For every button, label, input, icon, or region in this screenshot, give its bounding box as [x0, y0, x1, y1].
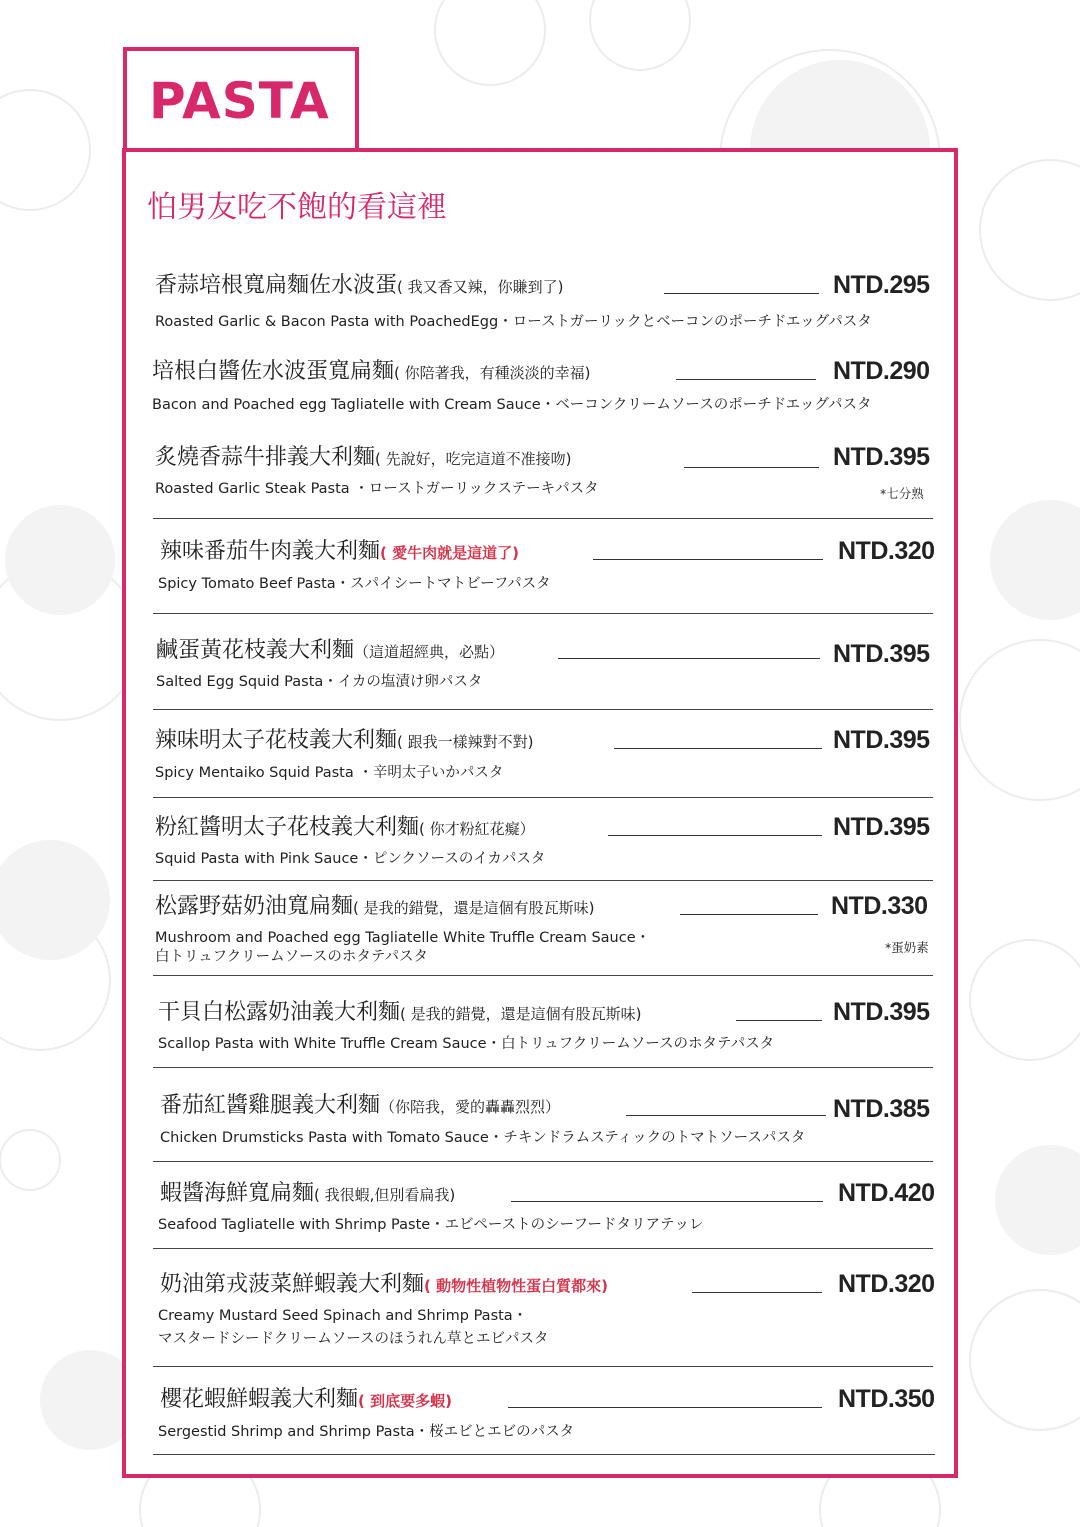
menu-item	[0, 893, 1080, 983]
item-description: Salted Egg Squid Pasta・イカの塩漬け卵パスタ	[156, 674, 483, 690]
item-description: Squid Pasta with Pink Sauce・ピンクソースのイカパスタ	[155, 851, 546, 867]
item-name: 粉紅醬明太子花枝義大利麵	[155, 815, 420, 840]
item-note: （你陪我，愛的轟轟烈烈）	[380, 1098, 561, 1116]
item-name: 干貝白松露奶油義大利麵	[158, 1000, 401, 1025]
item-divider	[153, 1161, 933, 1162]
item-divider	[153, 1248, 933, 1249]
item-note: ( 我很蝦,但別看扁我)	[314, 1186, 456, 1204]
item-description: Mushroom and Poached egg Tagliatelle White Truffle Cream Sauce・	[155, 930, 651, 946]
item-description: Chicken Drumsticks Pasta with Tomato Sauce・チキンドラムスティックのトマトソースパスタ	[160, 1130, 806, 1146]
item-description: Sergestid Shrimp and Shrimp Pasta・桜エビとエビのパスタ	[158, 1424, 575, 1440]
item-name: 培根白醬佐水波蛋寬扁麵	[152, 359, 395, 384]
menu-item	[0, 637, 1080, 727]
item-description: Seafood Tagliatelle with Shrimp Paste・エビペーストのシーフードタリアテッレ	[158, 1217, 704, 1233]
item-price: NTD.290	[833, 357, 930, 385]
leader-line	[680, 914, 818, 915]
item-tag: *蛋奶素	[885, 940, 929, 955]
item-note: ( 動物性植物性蛋白質都來)	[424, 1277, 608, 1295]
item-divider	[153, 797, 933, 798]
leader-line	[664, 293, 819, 294]
item-note: ( 是我的錯覺，還是這個有股瓦斯味)	[353, 899, 595, 917]
leader-line	[676, 379, 816, 380]
item-name: 鹹蛋黃花枝義大利麵	[156, 638, 355, 663]
leader-line	[511, 1201, 823, 1202]
item-description: Roasted Garlic & Bacon Pasta with PoachedEgg・ローストガーリックとベーコンのポーチドエッグパスタ	[155, 314, 872, 330]
item-price: NTD.350	[838, 1385, 935, 1413]
menu-item	[0, 1092, 1080, 1182]
item-description: Bacon and Poached egg Tagliatelle with Cream Sauce・ベーコンクリームソースのポーチドエッグパスタ	[152, 397, 872, 413]
leader-line	[736, 1020, 822, 1021]
leader-line	[626, 1115, 826, 1116]
menu-item	[0, 727, 1080, 817]
item-note: ( 跟我一樣辣對不對)	[397, 733, 534, 751]
leader-line	[684, 467, 819, 468]
item-name: 辣味番茄牛肉義大利麵	[160, 539, 381, 564]
leader-line	[692, 1292, 822, 1293]
item-divider	[153, 1067, 933, 1068]
item-divider	[153, 613, 933, 614]
menu-item	[0, 444, 1080, 534]
item-name: 蝦醬海鮮寬扁麵	[160, 1181, 315, 1206]
item-divider	[153, 709, 933, 710]
item-description: Spicy Tomato Beef Pasta・スパイシートマトビーフパスタ	[158, 576, 551, 592]
item-price: NTD.420	[838, 1179, 935, 1207]
item-description: Roasted Garlic Steak Pasta ・ローストガーリックステーキパスタ	[155, 481, 599, 497]
menu-item	[0, 1271, 1080, 1361]
menu-item	[0, 358, 1080, 448]
title-tab	[123, 47, 359, 148]
leader-line	[608, 835, 822, 836]
item-description: Scallop Pasta with White Truffle Cream Sauce・白トリュフクリームソースのホタテパスタ	[158, 1036, 775, 1052]
menu-item	[0, 538, 1080, 628]
leader-line	[558, 658, 820, 659]
item-note: ( 你陪著我，有種淡淡的幸福)	[394, 364, 591, 382]
item-price: NTD.395	[833, 640, 930, 668]
item-divider	[153, 1454, 935, 1455]
item-price: NTD.395	[833, 813, 930, 841]
item-name: 松露野菇奶油寬扁麵	[155, 894, 354, 919]
item-name: 辣味明太子花枝義大利麵	[155, 728, 398, 753]
menu-item	[0, 1386, 1080, 1476]
item-name: 番茄紅醬雞腿義大利麵	[160, 1093, 381, 1118]
item-description-line2: マスタードシードクリームソースのほうれん草とエビパスタ	[158, 1331, 549, 1347]
item-price: NTD.295	[833, 271, 930, 299]
leader-line	[593, 559, 823, 560]
item-tag: *七分熟	[880, 486, 924, 501]
item-divider	[153, 975, 933, 976]
menu-item	[0, 999, 1080, 1089]
item-divider	[153, 880, 933, 881]
item-note: ( 愛牛肉就是這道了)	[380, 544, 519, 562]
item-description: Spicy Mentaiko Squid Pasta ・辛明太子いかパスタ	[155, 765, 504, 781]
item-price: NTD.395	[833, 998, 930, 1026]
item-price: NTD.395	[833, 726, 930, 754]
leader-line	[508, 1407, 822, 1408]
item-divider	[153, 1366, 933, 1367]
item-divider	[153, 518, 933, 519]
item-note: ( 我又香又辣，你賺到了)	[397, 278, 564, 296]
item-note: ( 先說好，吃完這道不准接吻)	[375, 450, 572, 468]
item-price: NTD.320	[838, 1270, 935, 1298]
item-description-line2: 白トリュフクリームソースのホタテパスタ	[155, 949, 429, 965]
item-description: Creamy Mustard Seed Spinach and Shrimp Pasta・	[158, 1308, 528, 1324]
item-name: 香蒜培根寬扁麵佐水波蛋	[155, 273, 398, 298]
item-price: NTD.395	[833, 443, 930, 471]
menu-item	[0, 272, 1080, 362]
item-name: 炙燒香蒜牛排義大利麵	[155, 445, 376, 470]
page-title: PASTA	[149, 72, 330, 130]
item-note: ( 到底要多蝦)	[358, 1392, 452, 1410]
item-name: 櫻花蝦鮮蝦義大利麵	[160, 1387, 359, 1412]
item-price: NTD.330	[831, 892, 928, 920]
item-note: ( 是我的錯覺，還是這個有股瓦斯味)	[400, 1005, 642, 1023]
item-note: （這道超經典，必點）	[354, 643, 505, 661]
item-note: ( 你才粉紅花癡）	[419, 820, 535, 838]
item-price: NTD.385	[833, 1095, 930, 1123]
item-name: 奶油第戎菠菜鮮蝦義大利麵	[160, 1272, 425, 1297]
section-subtitle: 怕男友吃不飽的看這裡	[147, 190, 447, 225]
item-price: NTD.320	[838, 537, 935, 565]
leader-line	[614, 748, 822, 749]
menu-item	[0, 1180, 1080, 1270]
